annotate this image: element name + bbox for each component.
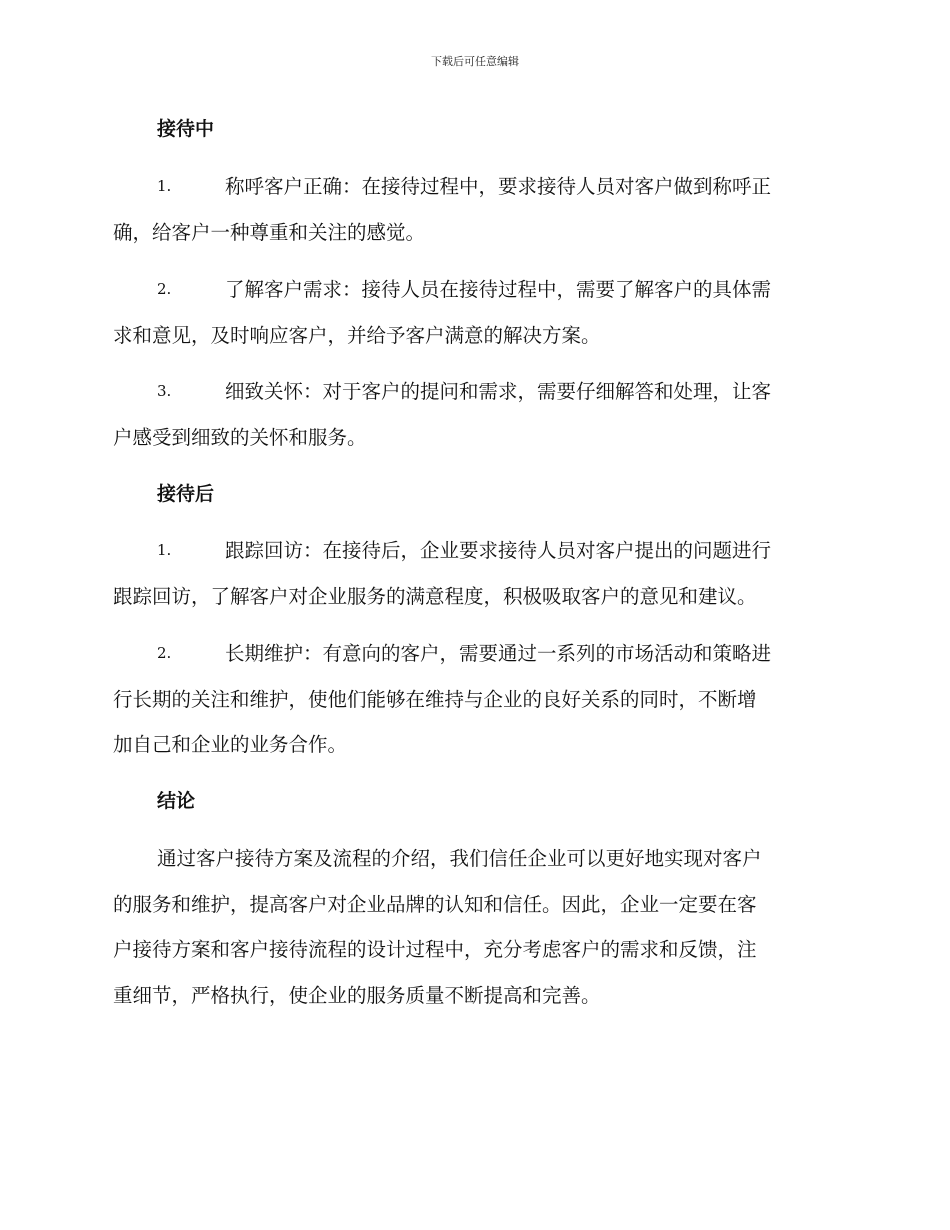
list-item-number: 2. [157, 280, 172, 298]
list-item-first-line [113, 164, 835, 210]
list-item-text: 细致关怀：对于客户的提问和需求，需要仔细解答和处理，让客 [225, 380, 772, 403]
paragraph-line: 的服务和维护，提高客户对企业品牌的认知和信任。因此，企业一定要在客 [113, 892, 757, 916]
list-item-number: 3. [157, 382, 172, 400]
list-item-text: 称呼客户正确：在接待过程中，要求接待人员对客户做到称呼正 [225, 175, 772, 198]
list-item [113, 631, 835, 768]
list-item-number: 1. [157, 177, 172, 195]
list-item-first-line [113, 528, 835, 574]
list-item-continuation: 行长期的关注和维护，使他们能够在维持与企业的良好关系的同时，不断增 [113, 687, 757, 711]
paragraph-line: 户接待方案和客户接待流程的设计过程中，充分考虑客户的需求和反馈，注 [113, 938, 757, 961]
list-item-continuation: 确，给客户一种尊重和关注的感觉。 [113, 220, 426, 244]
list-item-continuation: 求和意见，及时响应客户，并给予客户满意的解决方案。 [113, 323, 601, 347]
list-item-continuation: 跟踪回访，了解客户对企业服务的满意程度，积极吸取客户的意见和建议。 [113, 584, 757, 608]
list-item [113, 528, 835, 619]
list-item-first-line [113, 267, 835, 313]
list-item [113, 164, 835, 255]
list-item-first-line [113, 369, 835, 415]
list-item-text: 了解客户需求：接待人员在接待过程中，需要了解客户的具体需 [225, 278, 772, 301]
list-item-text: 跟踪回访：在接待后，企业要求接待人员对客户提出的问题进行 [225, 539, 772, 562]
paragraph-line: 通过客户接待方案及流程的介绍，我们信任企业可以更好地实现对客户 [157, 847, 762, 870]
conclusion-paragraph [113, 836, 835, 1018]
section-heading-conclusion: 结论 [157, 790, 196, 812]
list-item-continuation: 加自己和企业的业务合作。 [113, 733, 348, 756]
list-item-continuation: 户感受到细致的关怀和服务。 [113, 425, 367, 449]
list-item-number: 2. [157, 644, 172, 662]
list-item-first-line [113, 631, 835, 677]
page-header: 下载后可任意编辑 [431, 55, 519, 68]
section-heading-after: 接待后 [157, 483, 215, 505]
list-item [113, 267, 835, 358]
list-item-text: 长期维护：有意向的客户，需要通过一系列的市场活动和策略进 [225, 642, 772, 665]
list-item-number: 1. [157, 541, 172, 559]
section-heading-during: 接待中 [157, 118, 215, 140]
list-item [113, 369, 835, 460]
paragraph-line: 重细节，严格执行，使企业的服务质量不断提高和完善。 [113, 983, 601, 1007]
